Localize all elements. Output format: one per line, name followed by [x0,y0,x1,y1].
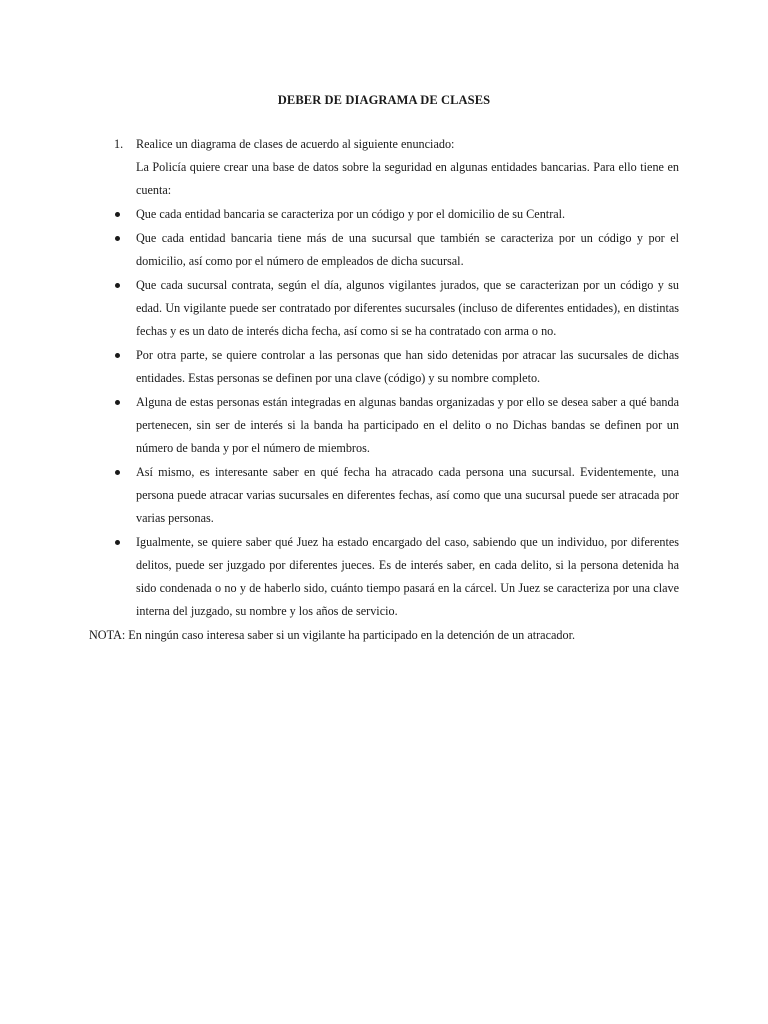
bullet-icon [115,236,120,241]
bullet-text: Así mismo, es interesante saber en qué fecha ha atracado cada persona una sucursal. Evidentemente, una persona puede atracar varias sucursales en diferentes fechas, así como que una sucursal puede ser atracada por varias personas. [136,465,679,525]
bullet-icon [115,470,120,475]
bullet-text: Que cada entidad bancaria se caracteriza por un código y por el domicilio de su Central. [136,207,566,221]
item-number: 1. [114,137,124,151]
numbered-item [0,133,768,202]
bullet-item [0,203,768,226]
bullet-icon [115,283,120,288]
bullet-item [0,344,768,390]
bullet-icon [115,353,120,358]
bullet-text: Igualmente, se quiere saber qué Juez ha estado encargado del caso, sabiendo que un individuo, por diferentes delitos, puede ser juzgado por diferentes jueces. Es de interés saber, en cada delito, si la persona detenida ha sido condenada o no y de haberlo sido, cuánto tiempo pasará en la cárcel. Un Juez se caracteriza por una clave interna del juzgado, su nombre y los años de servicio. [136,535,679,618]
bullet-text: Por otra parte, se quiere controlar a las personas que han sido detenidas por atracar las sucursales de dichas entidades. Estas personas se definen por una clave (código) y su nombre completo. [136,348,679,385]
bullet-icon [115,212,120,217]
bullet-item [0,531,768,623]
bullet-icon [115,540,120,545]
bullet-item [0,274,768,343]
intro-line-2: La Policía quiere crear una base de datos sobre la seguridad en algunas entidades bancarias. Para ello tiene en cuenta: [136,160,679,197]
bullet-item [0,391,768,460]
bullet-text: Que cada sucursal contrata, según el día, algunos vigilantes jurados, que se caracterizan por un código y su edad. Un vigilante puede ser contratado por diferentes sucursales (incluso de diferentes entidades), en distintas fechas y es un dato de interés dicha fecha, así como si se ha contratado con arma o no. [136,278,679,338]
document-body [0,133,768,647]
bullet-item [0,227,768,273]
document-title: DEBER DE DIAGRAMA DE CLASES [277,93,491,107]
note-text: NOTA: En ningún caso interesa saber si un vigilante ha participado en la detención de un atracador. [89,628,576,642]
bullet-text: Alguna de estas personas están integradas en algunas bandas organizadas y por ello se desea saber a qué banda pertenecen, sin ser de interés si la banda ha participado en el delito o no Dichas bandas se definen por un número de banda y por el número de miembros. [136,395,679,455]
intro-line-1: Realice un diagrama de clases de acuerdo al siguiente enunciado: [136,137,455,151]
bullet-text: Que cada entidad bancaria tiene más de una sucursal que también se caracteriza por un código y por el domicilio, así como por el número de empleados de dicha sucursal. [136,231,679,268]
bullet-item [0,461,768,530]
bullet-icon [115,400,120,405]
